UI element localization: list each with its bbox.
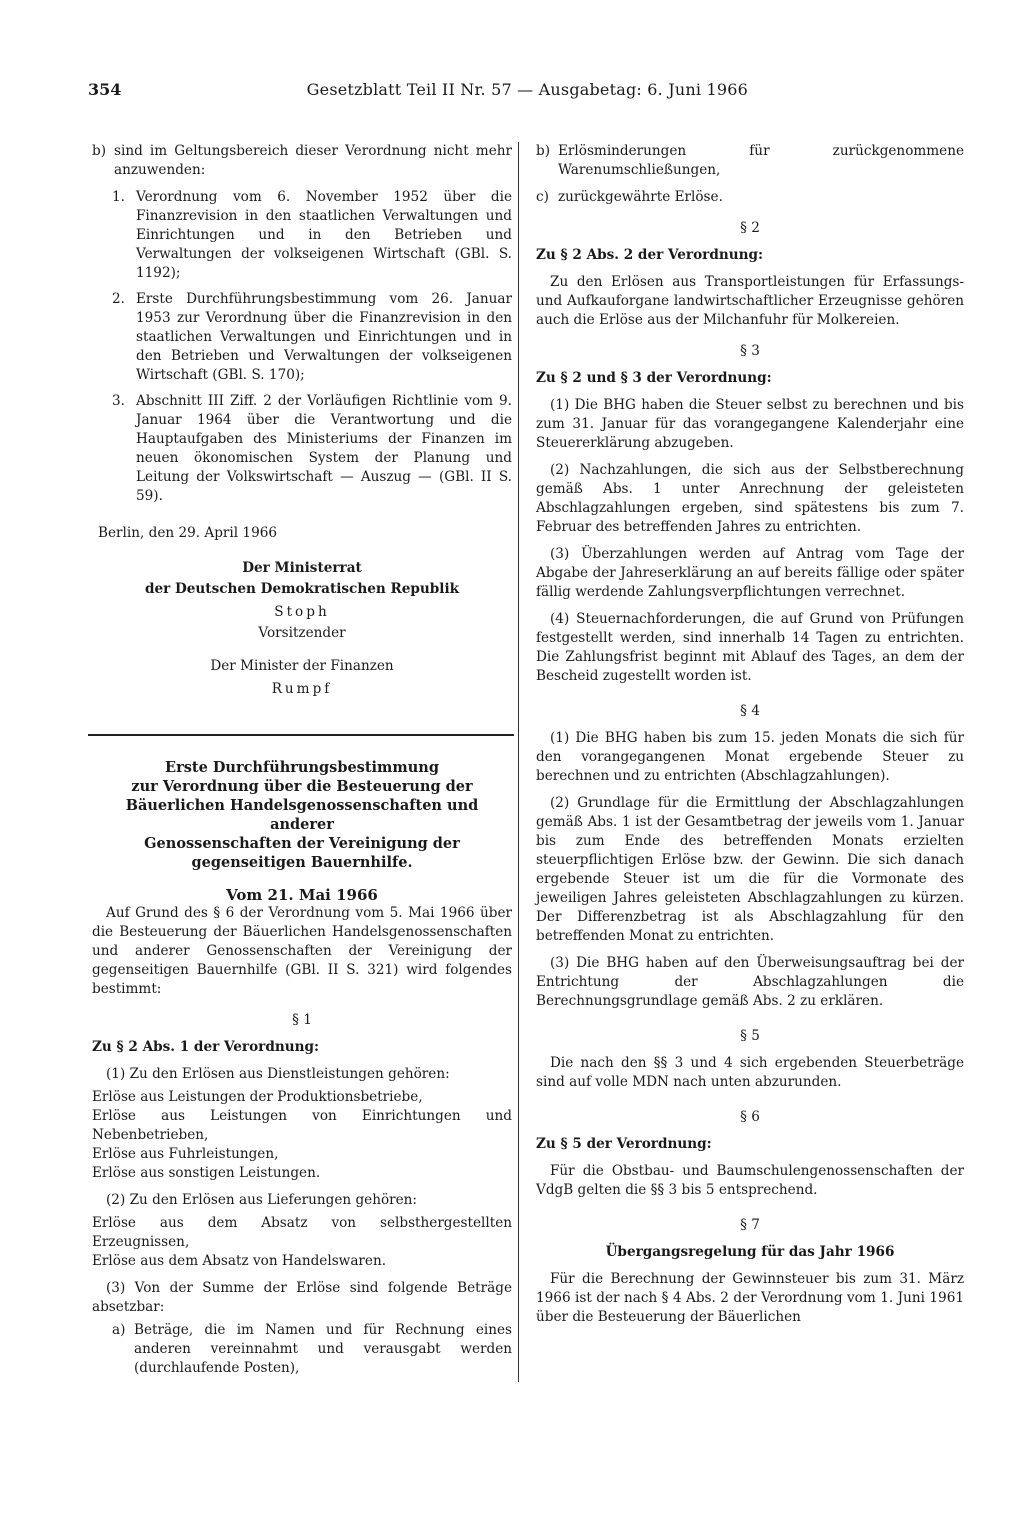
section-heading: Zu § 2 Abs. 1 der Verordnung: <box>92 1039 319 1055</box>
item-text: Erste Durchführungsbestimmung vom 26. Januar 1953 zur Verordnung über die Finanzrevision in den staatlichen Verwaltungen und Einrichtungen und in den Betrieben und Verwaltungen der volkseigenen Wirtschaft (GBl. S. 170); <box>136 291 512 383</box>
page-number: 354 <box>88 80 122 99</box>
list-line: Erlöse aus Fuhrleistungen, <box>92 1146 279 1162</box>
signatory-role: Der Minister der Finanzen <box>210 658 394 674</box>
list-line: Erlöse aus Leistungen von Einrichtungen und Nebenbetrieben, <box>92 1108 512 1143</box>
section-number: § 1 <box>292 1012 312 1028</box>
list-item <box>112 392 512 506</box>
paragraph: (2) Zu den Erlösen aus Lieferungen gehören: <box>106 1192 418 1208</box>
item-marker: a) <box>112 1322 126 1338</box>
signatory-name: Rumpf <box>271 681 333 697</box>
section-heading: Zu § 2 Abs. 2 der Verordnung: <box>536 247 763 263</box>
section-heading: Übergangsregelung für das Jahr 1966 <box>605 1244 895 1260</box>
title-line: zur Verordnung über die Besteuerung der <box>131 778 473 795</box>
list-item <box>536 188 964 207</box>
list-item <box>92 142 512 180</box>
item-text: Abschnitt III Ziff. 2 der Vorläufigen Richtlinie vom 9. Januar 1964 über die Verantwortung und die Hauptaufgaben des Ministeriums der Finanzen im neuen ökonomischen System der Planung und Leitung der Volkswirtschaft — Auszug — (GBl. II S. 59). <box>136 393 512 504</box>
regulation-title <box>92 758 512 916</box>
item-marker: b) <box>536 143 551 159</box>
item-marker: 3. <box>112 393 125 409</box>
title-line: gegenseitigen Bauernhilfe. <box>191 854 413 871</box>
section-number: § 7 <box>740 1217 760 1233</box>
paragraph: (1) Zu den Erlösen aus Dienstleistungen gehören: <box>106 1066 450 1082</box>
paragraph: (1) Die BHG haben bis zum 15. jeden Monats die sich für den vorangegangenen Monat ergebende Steuer zu berechnen und zu entrichten (Abschlagzahlungen). <box>536 730 964 784</box>
running-title: Gesetzblatt Teil II Nr. 57 — Ausgabetag: 6. Juni 1966 <box>306 80 748 99</box>
item-marker: 1. <box>112 189 125 205</box>
paragraph: (2) Grundlage für die Ermittlung der Abschlagzahlungen gemäß Abs. 1 ist der Gesamtbetrag der jeweils vom 1. Januar bis zum Ende des betreffenden Monats erzielten steuerpflichtigen Erlöse bzw. der Gewinn. Die sich danach ergebende Steuer ist um die für die Vormonate des jeweiligen Jahres geleisteten Abschlagzahlungen zu kürzen. Der Differenzbetrag ist als Abschlagzahlung für den betreffenden Monat zu entrichten. <box>536 795 964 944</box>
list-line: Erlöse aus dem Absatz von Handelswaren. <box>92 1253 387 1269</box>
item-text: sind im Geltungsbereich dieser Verordnung nicht mehr anzuwenden: <box>114 143 512 178</box>
left-column-bottom <box>92 904 512 1378</box>
item-text: Beträge, die im Namen und für Rechnung eines anderen vereinnahmt und verausgabt werden (durchlaufende Posten), <box>134 1322 512 1376</box>
column-divider <box>518 142 519 1382</box>
paragraph: (1) Die BHG haben die Steuer selbst zu berechnen und bis zum 31. Januar für das vorangegangene Kalenderjahr eine Steuererklärung abzugeben. <box>536 397 964 451</box>
signatory-org: der Deutschen Demokratischen Republik <box>144 581 460 597</box>
item-text: Erlösminderungen für zurückgenommene Warenumschließungen, <box>558 143 964 178</box>
list-line: Erlöse aus sonstigen Leistungen. <box>92 1165 321 1181</box>
section-number: § 4 <box>740 703 760 719</box>
place-date: Berlin, den 29. April 1966 <box>98 525 278 541</box>
left-column-top <box>92 142 512 701</box>
paragraph: (4) Steuernachforderungen, die auf Grund von Prüfungen festgestellt werden, sind innerhalb 14 Tagen zu entrichten. Die Zahlungsfrist beginnt mit Ablauf des Tages, an dem der Bescheid zugestellt worden ist. <box>536 611 964 684</box>
item-marker: b) <box>92 143 107 159</box>
paragraph: Die nach den §§ 3 und 4 sich ergebenden Steuerbeträge sind auf volle MDN nach unten abzurunden. <box>536 1055 964 1090</box>
title-line: Bäuerlichen Handelsgenossenschaften und anderer <box>125 797 479 833</box>
list-line: Erlöse aus Leistungen der Produktionsbetriebe, <box>92 1089 423 1105</box>
list-line: Erlöse aus dem Absatz von selbsthergestellten Erzeugnissen, <box>92 1215 512 1250</box>
section-number: § 5 <box>740 1028 760 1044</box>
item-marker: c) <box>536 189 549 205</box>
section-number: § 6 <box>740 1109 760 1125</box>
right-column <box>536 142 964 1327</box>
section-heading: Zu § 2 und § 3 der Verordnung: <box>536 370 772 386</box>
signature-block <box>92 559 512 699</box>
item-marker: 2. <box>112 291 125 307</box>
paragraph: Für die Obstbau- und Baumschulengenossenschaften der VdgB gelten die §§ 3 bis 5 entsprechend. <box>536 1163 964 1198</box>
paragraph: Für die Berechnung der Gewinnsteuer bis zum 31. März 1966 ist der nach § 4 Abs. 2 der Verordnung vom 1. Juni 1961 über die Besteuerung der Bäuerlichen <box>536 1271 964 1325</box>
page-header <box>88 80 748 110</box>
list-item <box>112 188 512 283</box>
signatory-name: Stoph <box>274 604 330 620</box>
list-item <box>536 142 964 180</box>
signatory-org: Der Ministerrat <box>242 560 362 576</box>
section-number: § 2 <box>740 220 760 236</box>
paragraph: (3) Überzahlungen werden auf Antrag vom Tage der Abgabe der Jahreserklärung an auf bereits fällige oder später fällig werdende Zahlungsverpflichtungen verrechnet. <box>536 546 964 600</box>
section-divider <box>88 734 514 736</box>
title-line: Erste Durchführungsbestimmung <box>165 759 439 776</box>
title-line: Genossenschaften der Vereinigung der <box>144 835 460 852</box>
repealed-list <box>112 188 512 506</box>
intro-paragraph: Auf Grund des § 6 der Verordnung vom 5. Mai 1966 über die Besteuerung der Bäuerlichen Handelsgenossenschaften und anderer Genossenschaften der Vereinigung der gegenseitigen Bauernhilfe (GBl. II S. 321) wird folgendes bestimmt: <box>92 905 512 997</box>
section-heading: Zu § 5 der Verordnung: <box>536 1136 712 1152</box>
paragraph: (2) Nachzahlungen, die sich aus der Selbstberechnung gemäß Abs. 1 unter Anrechnung der geleisteten Abschlagzahlungen ergeben, sind spätestens bis zum 7. Februar des betreffenden Jahres zu entrichten. <box>536 462 964 535</box>
section-number: § 3 <box>740 343 760 359</box>
regulation-date: Vom 21. Mai 1966 <box>226 886 378 904</box>
paragraph: Zu den Erlösen aus Transportleistungen für Erfassungs- und Aufkauforgane landwirtschaftlicher Erzeugnisse gehören auch die Erlöse aus der Milchanfuhr für Molkereien. <box>536 274 964 328</box>
paragraph: (3) Die BHG haben auf den Überweisungsauftrag bei der Entrichtung der Abschlagzahlungen die Berechnungsgrundlage gemäß Abs. 2 zu erklären. <box>536 955 964 1009</box>
list-item <box>112 290 512 385</box>
list-item <box>112 1321 512 1378</box>
paragraph: (3) Von der Summe der Erlöse sind folgende Beträge absetzbar: <box>92 1280 512 1315</box>
item-text: Verordnung vom 6. November 1952 über die Finanzrevision in den staatlichen Verwaltungen und Einrichtungen und in den Betrieben und Verwaltungen der volkseigenen Wirtschaft (GBl. S. 1192); <box>136 189 512 281</box>
item-text: zurückgewährte Erlöse. <box>558 189 723 205</box>
signatory-role: Vorsitzender <box>258 625 346 641</box>
